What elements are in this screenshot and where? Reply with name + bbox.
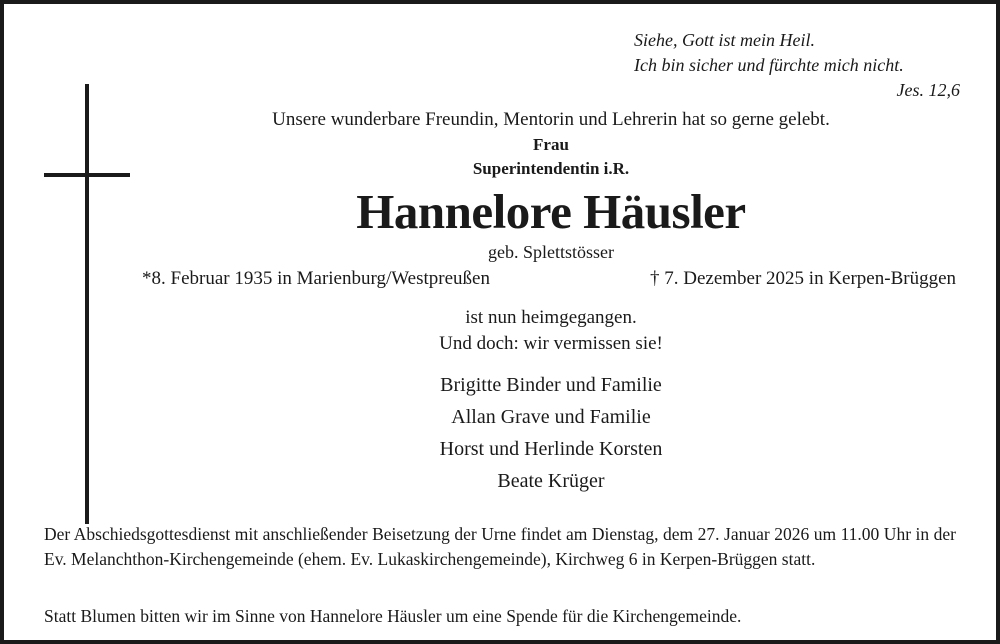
mourners-list <box>134 369 968 497</box>
intro-text: Unsere wunderbare Freundin, Mentorin und Lehrerin hat so gerne gelebt. <box>272 109 830 130</box>
mourner-item: Brigitte Binder und Familie <box>440 374 662 396</box>
bible-verse <box>634 28 960 103</box>
verse-line-1: Siehe, Gott ist mein Heil. <box>634 30 815 50</box>
mourner-item: Beate Krüger <box>497 470 605 492</box>
cross-vertical-bar <box>85 84 89 524</box>
funeral-service-info: Der Abschiedsgottesdienst mit anschließender Beisetzung der Urne findet am Dienstag, dem 27. Januar 2026 um 11.00 Uhr in der Ev. Melanchthon-Kirchengemeinde (ehem. Ev. Lukaskirchengemeinde), Kirchweg 6 in Kerpen-Brüggen statt. <box>44 524 956 569</box>
maiden-name: geb. Splettstösser <box>488 242 614 262</box>
verse-reference: Jes. 12,6 <box>896 80 960 100</box>
cross-horizontal-bar <box>44 173 130 177</box>
death-date: † 7. Dezember 2025 in Kerpen-Brüggen <box>649 268 956 289</box>
mourner-item: Horst und Herlinde Korsten <box>439 438 663 460</box>
salutation: Frau <box>533 135 569 154</box>
passed-away-text <box>134 305 968 357</box>
deceased-name: Hannelore Häusler <box>356 184 746 239</box>
passed-line-2: Und doch: wir vermissen sie! <box>439 333 663 354</box>
cross-icon <box>44 84 130 524</box>
mourner-item: Allan Grave und Familie <box>451 406 651 428</box>
donation-request: Statt Blumen bitten wir im Sinne von Hannelore Häusler um eine Spende für die Kirchengemeinde. <box>44 606 742 626</box>
honorific-title: Superintendentin i.R. <box>472 159 630 178</box>
verse-line-2: Ich bin sicher und fürchte mich nicht. <box>634 55 904 75</box>
passed-line-1: ist nun heimgegangen. <box>465 307 637 328</box>
birth-date: *8. Februar 1935 in Marienburg/Westpreußen <box>142 268 490 289</box>
